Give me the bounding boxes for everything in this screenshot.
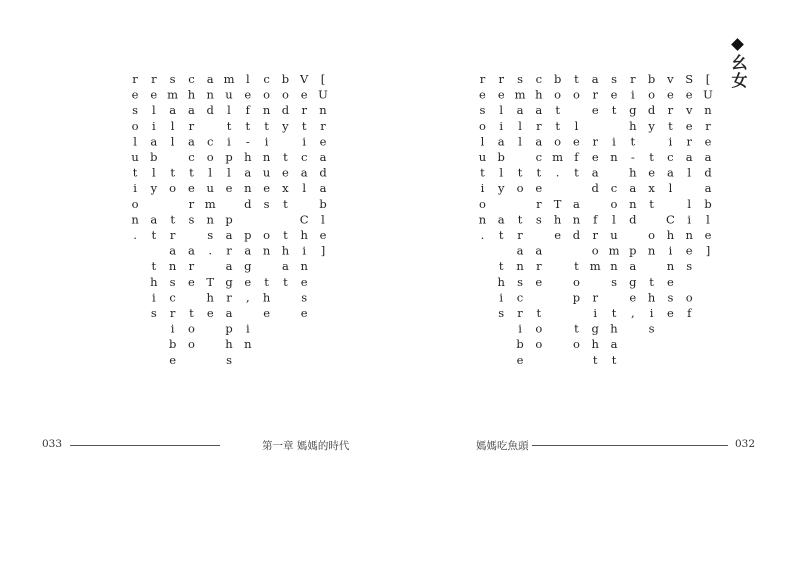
chapter-title: 幺女 — [729, 54, 748, 90]
left-running-footer: 第一章 媽媽的時代 — [262, 440, 350, 452]
right-footer-rule — [532, 445, 728, 446]
left-page-body: [Unreadable] Vertical Chinese body text that continues on the left-hand page, in multiple paragraphs and columns. The characters are too small to transcribe reliably at this resolution. — [128, 72, 330, 385]
left-page-number: 033 — [42, 438, 63, 450]
right-page-number: 032 — [735, 438, 756, 450]
right-page-body: [Unreadable] Several lines of vertical Chinese body text on this right-hand page, set in columns that are read from right to left and top to bottom. The characters are too small to transcribe reliably at this resolution. — [475, 72, 715, 385]
left-footer-rule — [70, 445, 220, 446]
right-running-footer: 媽媽吃魚頭 — [476, 440, 529, 452]
